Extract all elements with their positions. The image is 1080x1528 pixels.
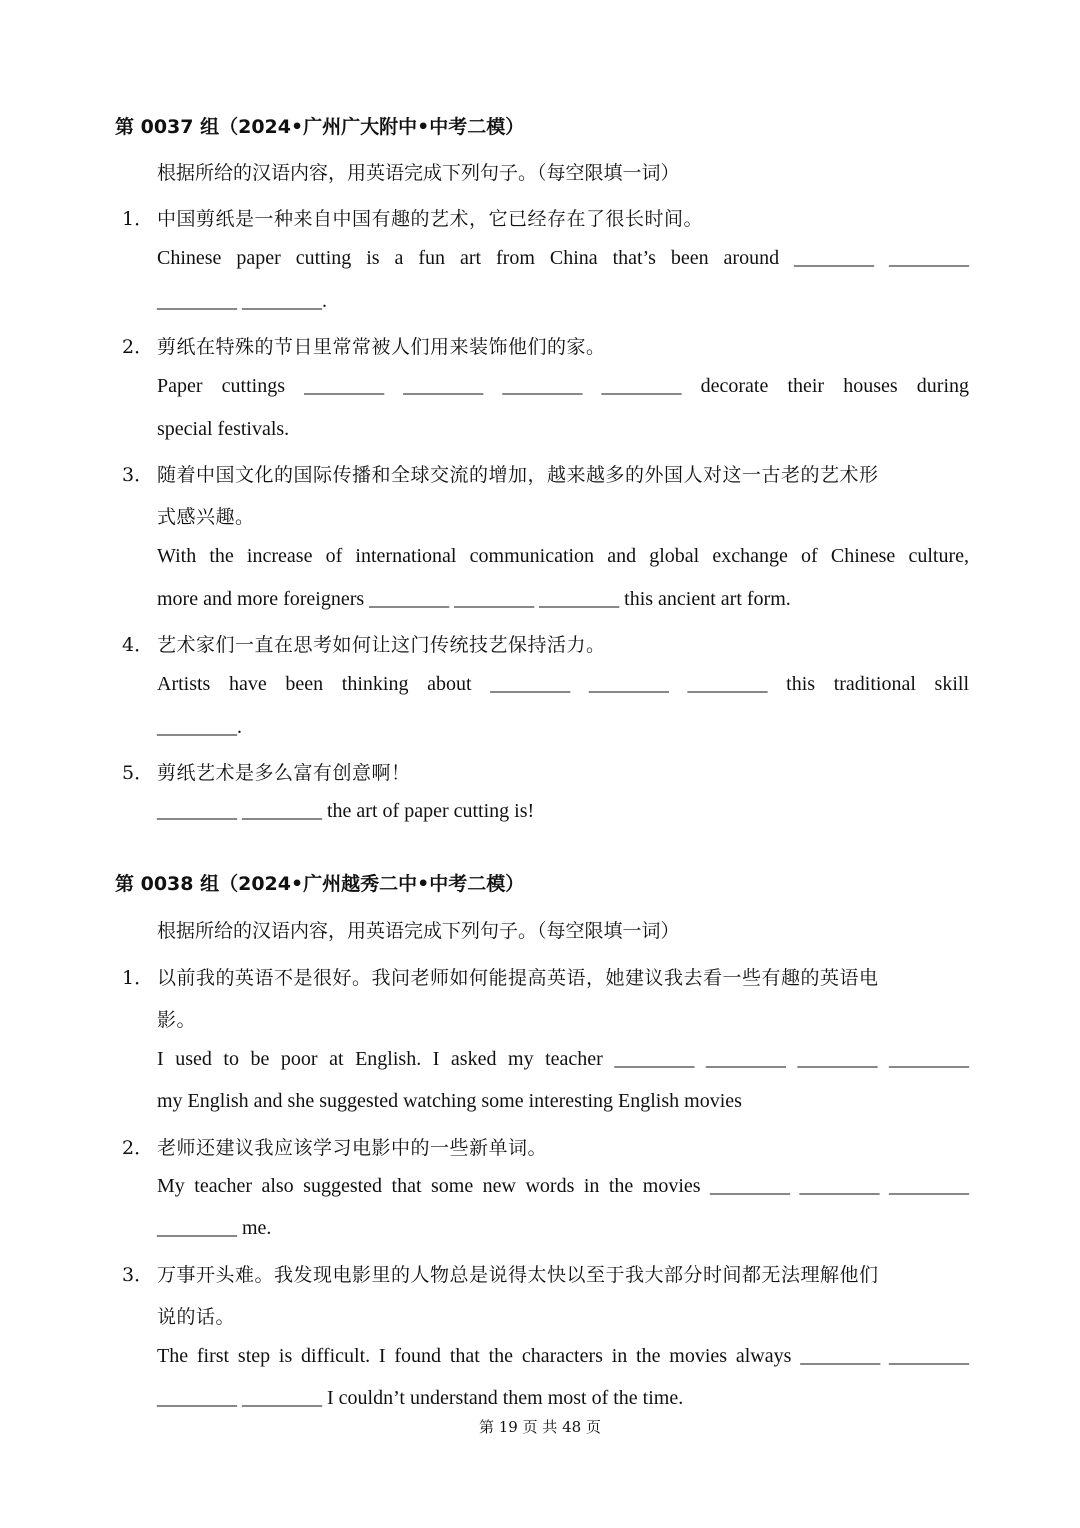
group-0038-instruction: 根据所给的汉语内容，用英语完成下列句子。（每空限填一词） <box>157 920 680 942</box>
question-english-line: My teacher also suggested that some new words in the movies ________ ________ ________ <box>157 1175 969 1197</box>
group-0038-title: 第 0038 组（2024•广州越秀二中•中考二模） <box>115 873 525 895</box>
question-number: 2． <box>122 1137 154 1159</box>
question-english-line: more and more foreigners ________ ________ ________ this ancient art form. <box>157 588 791 610</box>
question-number: 3． <box>122 1264 154 1286</box>
question-english-line: Artists have been thinking about ________ ________ ________ this traditional skill <box>157 673 969 695</box>
question-chinese: 中国剪纸是一种来自中国有趣的艺术，它已经存在了很长时间。 <box>157 208 704 230</box>
question-english-line: ________ ________ I couldn’t understand them most of the time. <box>157 1387 684 1409</box>
question-english-line: Paper cuttings ________ ________ ________ ________ decorate their houses during <box>157 375 969 397</box>
group-0037-instruction: 根据所给的汉语内容，用英语完成下列句子。（每空限填一词） <box>157 162 680 184</box>
question-english-line: special festivals. <box>157 418 290 440</box>
question-chinese: 影。 <box>157 1009 197 1031</box>
question-english-line: my English and she suggested watching some interesting English movies <box>157 1090 742 1112</box>
question-english-line: Chinese paper cutting is a fun art from China that’s been around ________ ________ <box>157 247 969 269</box>
question-number: 3． <box>122 464 154 486</box>
question-chinese: 以前我的英语不是很好。我问老师如何能提高英语，她建议我去看一些有趣的英语电 <box>157 967 879 989</box>
question-chinese: 老师还建议我应该学习电影中的一些新单词。 <box>157 1137 548 1159</box>
question-chinese: 艺术家们一直在思考如何让这门传统技艺保持活力。 <box>157 634 606 656</box>
question-english-line: ________ ________. <box>157 290 327 312</box>
question-english-line: ________. <box>157 716 242 738</box>
question-english-line: I used to be poor at English. I asked my teacher ________ ________ ________ ________ <box>157 1048 969 1070</box>
question-english-line: ________ me. <box>157 1217 272 1239</box>
question-english-line: The first step is difficult. I found that the characters in the movies always ________ ________ <box>157 1345 969 1367</box>
question-number: 4． <box>122 634 154 656</box>
group-0037-title: 第 0037 组（2024•广州广大附中•中考二模） <box>115 116 525 138</box>
question-chinese: 说的话。 <box>157 1306 236 1328</box>
question-number: 1． <box>122 967 154 989</box>
question-number: 5． <box>122 762 154 784</box>
question-number: 2． <box>122 336 154 358</box>
question-number: 1． <box>122 208 154 230</box>
question-chinese: 式感兴趣。 <box>157 506 255 528</box>
question-chinese: 万事开头难。我发现电影里的人物总是说得太快以至于我大部分时间都无法理解他们 <box>157 1264 879 1286</box>
question-english-line: With the increase of international communication and global exchange of Chinese culture, <box>157 545 969 567</box>
page-footer: 第 19 页 共 48 页 <box>478 1418 601 1436</box>
question-chinese: 剪纸艺术是多么富有创意啊！ <box>157 762 411 784</box>
question-english-line: ________ ________ the art of paper cutting is! <box>157 800 535 822</box>
question-chinese: 随着中国文化的国际传播和全球交流的增加，越来越多的外国人对这一古老的艺术形 <box>157 464 879 486</box>
question-chinese: 剪纸在特殊的节日里常常被人们用来装饰他们的家。 <box>157 336 606 358</box>
